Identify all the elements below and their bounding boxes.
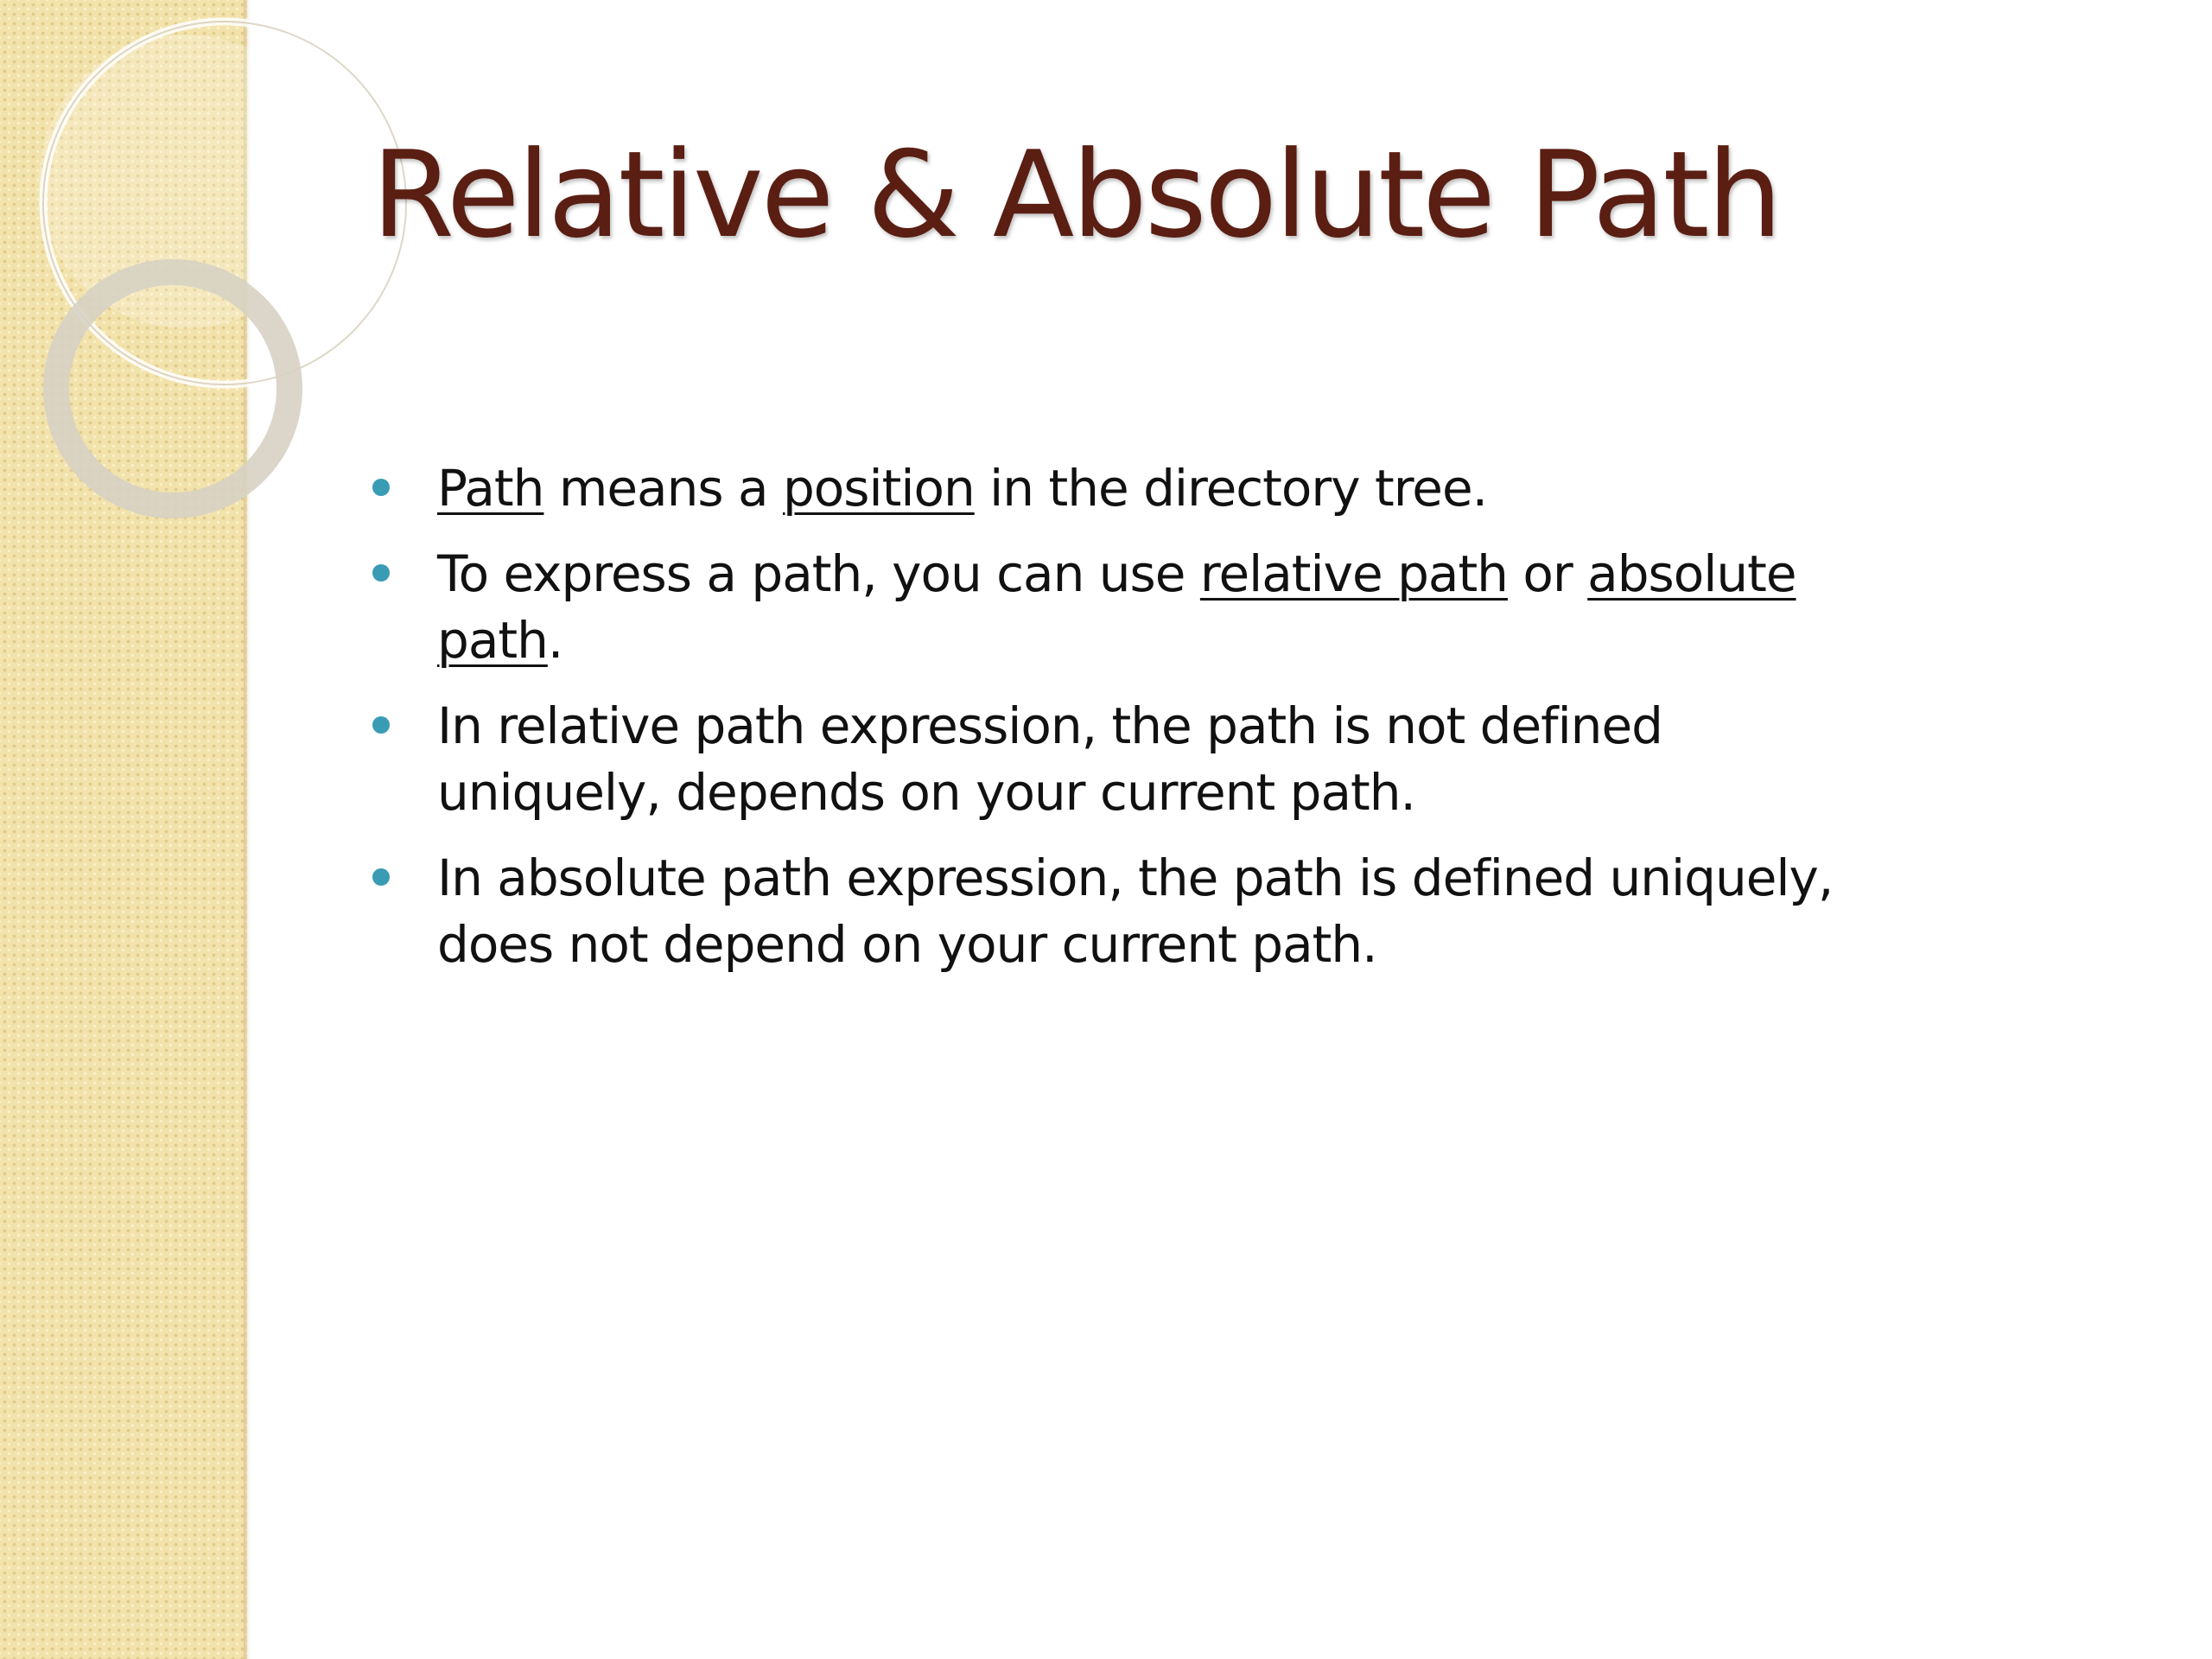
bullet-list xyxy=(372,455,1892,978)
bullet-text: or xyxy=(1507,543,1588,603)
bullet-text: To express a path, you can use xyxy=(437,543,1200,603)
slide-title: Relative & Absolute Path xyxy=(372,125,1781,264)
bullet-marker-icon xyxy=(372,868,390,886)
bullet-text: In absolute path expression, the path is defined uniquely, does not depend on your current path. xyxy=(437,848,1834,974)
bullet-marker-icon xyxy=(372,564,390,582)
slide-content xyxy=(372,125,1892,997)
bullet-text: in the directory tree. xyxy=(974,458,1488,518)
underlined-term: relative path xyxy=(1199,543,1508,603)
bullet-item xyxy=(372,455,1892,522)
bullet-text: In relative path expression, the path is not defined uniquely, depends on your current path. xyxy=(437,696,1662,822)
bullet-marker-icon xyxy=(372,479,390,496)
bullet-text: . xyxy=(547,610,563,670)
decorative-rings xyxy=(0,0,311,605)
underlined-term: Path xyxy=(437,458,544,518)
bullet-text: means a xyxy=(543,458,783,518)
bullet-item xyxy=(372,693,1892,826)
bullet-item xyxy=(372,541,1892,674)
underlined-term: position xyxy=(782,458,975,518)
bullet-marker-icon xyxy=(372,716,390,734)
underlined-term: absolute path xyxy=(437,543,1796,670)
bullet-item xyxy=(372,845,1892,978)
